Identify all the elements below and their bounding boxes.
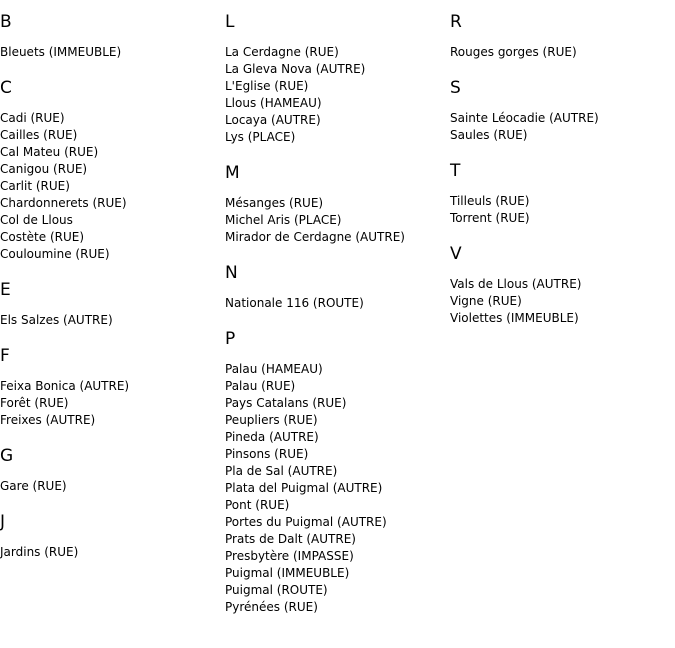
index-column-1	[0, 10, 225, 576]
street-link-vals-de-llous-autre[interactable]: Vals de Llous (AUTRE)	[450, 277, 582, 291]
letter-section-e	[0, 278, 225, 329]
street-link-sainte-leocadie-autre[interactable]: Sainte Léocadie (AUTRE)	[450, 111, 599, 125]
section-letter-heading: C	[0, 78, 12, 98]
letter-section-b	[0, 10, 225, 61]
street-link-nationale-116-route[interactable]: Nationale 116 (ROUTE)	[225, 296, 364, 310]
street-link-carlit-rue[interactable]: Carlit (RUE)	[0, 179, 70, 193]
letter-section-m	[225, 161, 450, 246]
street-link-pays-catalans-rue[interactable]: Pays Catalans (RUE)	[225, 396, 347, 410]
street-link-pyrenees-rue[interactable]: Pyrénées (RUE)	[225, 600, 318, 614]
street-link-portes-du-puigmal-autre[interactable]: Portes du Puigmal (AUTRE)	[225, 515, 387, 529]
street-link-pineda-autre[interactable]: Pineda (AUTRE)	[225, 430, 319, 444]
street-link-mirador-de-cerdagne-autre[interactable]: Mirador de Cerdagne (AUTRE)	[225, 230, 405, 244]
section-letter-heading: N	[225, 263, 238, 283]
letter-section-r	[450, 10, 675, 61]
street-list	[225, 295, 450, 312]
street-link-pla-de-sal-autre[interactable]: Pla de Sal (AUTRE)	[225, 464, 338, 478]
section-letter-heading: V	[450, 244, 462, 264]
street-link-palau-hameau[interactable]: Palau (HAMEAU)	[225, 362, 323, 376]
street-link-foret-rue[interactable]: Forêt (RUE)	[0, 396, 69, 410]
letter-section-v	[450, 242, 675, 327]
section-letter-heading: S	[450, 78, 461, 98]
street-link-cal-mateu-rue[interactable]: Cal Mateu (RUE)	[0, 145, 99, 159]
street-link-cadi-rue[interactable]: Cadi (RUE)	[0, 111, 65, 125]
street-link-couloumine-rue[interactable]: Couloumine (RUE)	[0, 247, 110, 261]
letter-section-c	[0, 76, 225, 263]
street-list	[225, 195, 450, 246]
street-link-peupliers-rue[interactable]: Peupliers (RUE)	[225, 413, 318, 427]
section-letter-heading: G	[0, 446, 14, 466]
street-link-mesanges-rue[interactable]: Mésanges (RUE)	[225, 196, 324, 210]
street-link-michel-aris-place[interactable]: Michel Aris (PLACE)	[225, 213, 342, 227]
letter-section-p	[225, 327, 450, 616]
street-link-puigmal-immeuble[interactable]: Puigmal (IMMEUBLE)	[225, 566, 350, 580]
index-column-3	[450, 10, 675, 342]
street-list	[0, 312, 225, 329]
street-list	[0, 478, 225, 495]
street-link-torrent-rue[interactable]: Torrent (RUE)	[450, 211, 530, 225]
street-link-rouges-gorges-rue[interactable]: Rouges gorges (RUE)	[450, 45, 577, 59]
section-letter-heading: T	[450, 161, 461, 181]
street-list	[450, 276, 675, 327]
street-link-els-salzes-autre[interactable]: Els Salzes (AUTRE)	[0, 313, 113, 327]
street-link-llous-hameau[interactable]: Llous (HAMEAU)	[225, 96, 322, 110]
letter-section-t	[450, 159, 675, 227]
street-list	[450, 44, 675, 61]
letter-section-l	[225, 10, 450, 146]
section-letter-heading: F	[0, 346, 10, 366]
street-link-freixes-autre[interactable]: Freixes (AUTRE)	[0, 413, 96, 427]
letter-section-n	[225, 261, 450, 312]
section-letter-heading: R	[450, 12, 462, 32]
street-link-feixa-bonica-autre[interactable]: Feixa Bonica (AUTRE)	[0, 379, 130, 393]
street-link-pont-rue[interactable]: Pont (RUE)	[225, 498, 290, 512]
street-link-col-de-llous[interactable]: Col de Llous	[0, 213, 73, 227]
section-letter-heading: M	[225, 163, 240, 183]
letter-section-j	[0, 510, 225, 561]
street-list	[450, 110, 675, 144]
street-link-la-cerdagne-rue[interactable]: La Cerdagne (RUE)	[225, 45, 339, 59]
section-letter-heading: E	[0, 280, 11, 300]
street-link-canigou-rue[interactable]: Canigou (RUE)	[0, 162, 88, 176]
street-link-tilleuls-rue[interactable]: Tilleuls (RUE)	[450, 194, 530, 208]
section-letter-heading: P	[225, 329, 236, 349]
street-link-l-eglise-rue[interactable]: L'Eglise (RUE)	[225, 79, 309, 93]
street-link-la-gleva-nova-autre[interactable]: La Gleva Nova (AUTRE)	[225, 62, 366, 76]
street-link-presbytere-impasse[interactable]: Presbytère (IMPASSE)	[225, 549, 354, 563]
street-list	[0, 544, 225, 561]
street-list	[225, 44, 450, 146]
street-list	[0, 378, 225, 429]
street-link-pinsons-rue[interactable]: Pinsons (RUE)	[225, 447, 309, 461]
index-column-2	[225, 10, 450, 631]
street-link-palau-rue[interactable]: Palau (RUE)	[225, 379, 296, 393]
street-link-saules-rue[interactable]: Saules (RUE)	[450, 128, 528, 142]
street-list	[225, 361, 450, 616]
street-link-bleuets-immeuble[interactable]: Bleuets (IMMEUBLE)	[0, 45, 122, 59]
street-list	[0, 110, 225, 263]
letter-section-g	[0, 444, 225, 495]
street-link-locaya-autre[interactable]: Locaya (AUTRE)	[225, 113, 321, 127]
street-link-chardonnerets-rue[interactable]: Chardonnerets (RUE)	[0, 196, 127, 210]
street-link-cailles-rue[interactable]: Cailles (RUE)	[0, 128, 78, 142]
letter-section-s	[450, 76, 675, 144]
street-link-puigmal-route[interactable]: Puigmal (ROUTE)	[225, 583, 328, 597]
section-letter-heading: L	[225, 12, 235, 32]
street-link-gare-rue[interactable]: Gare (RUE)	[0, 479, 67, 493]
street-link-violettes-immeuble[interactable]: Violettes (IMMEUBLE)	[450, 311, 579, 325]
street-link-plata-del-puigmal-autre[interactable]: Plata del Puigmal (AUTRE)	[225, 481, 383, 495]
street-link-prats-de-dalt-autre[interactable]: Prats de Dalt (AUTRE)	[225, 532, 356, 546]
street-link-costete-rue[interactable]: Costète (RUE)	[0, 230, 85, 244]
street-link-vigne-rue[interactable]: Vigne (RUE)	[450, 294, 522, 308]
section-letter-heading: J	[0, 512, 6, 532]
letter-section-f	[0, 344, 225, 429]
street-list	[0, 44, 225, 61]
section-letter-heading: B	[0, 12, 12, 32]
street-link-lys-place[interactable]: Lys (PLACE)	[225, 130, 296, 144]
street-link-jardins-rue[interactable]: Jardins (RUE)	[0, 545, 79, 559]
street-list	[450, 193, 675, 227]
